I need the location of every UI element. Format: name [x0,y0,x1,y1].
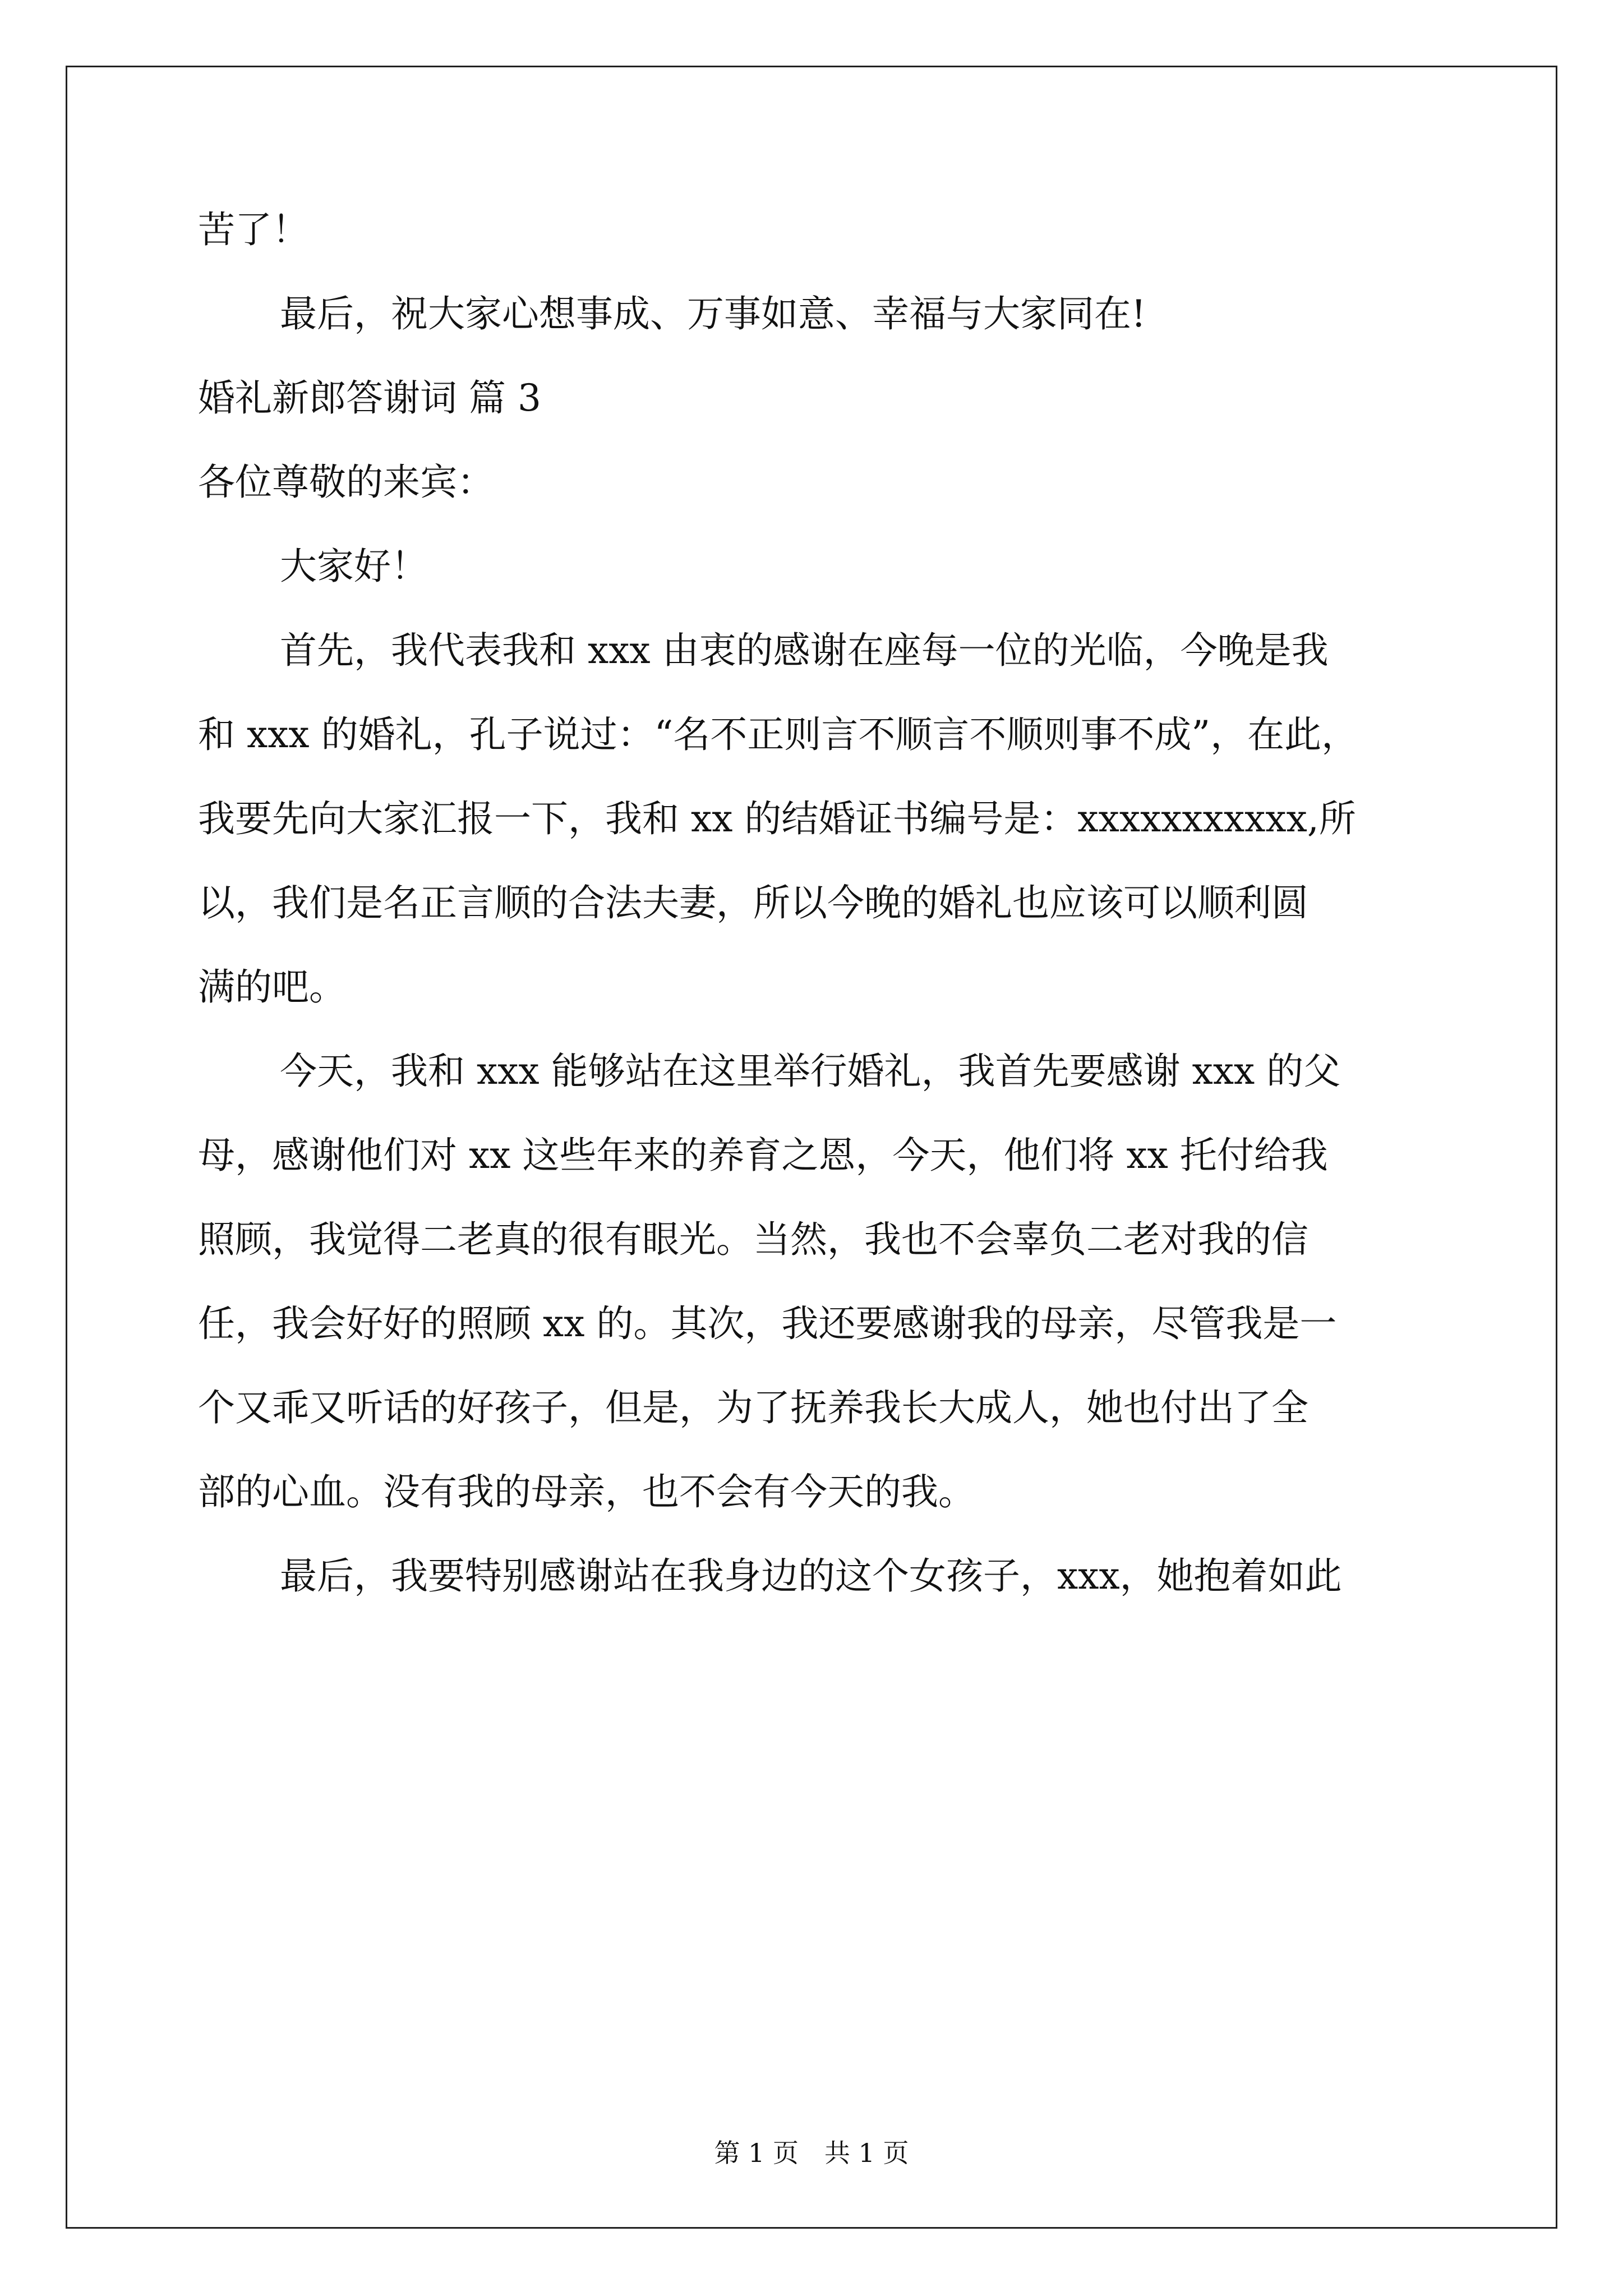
text-line: 满的吧。 [198,965,346,1009]
text-line: 最后，我要特别感谢站在我身边的这个女孩子，xxx，她抱着如此 [280,1554,1342,1598]
greeting: 大家好！ [280,545,428,588]
text-line: 和 xxx 的婚礼，孔子说过：“名不正则言不顺言不顺则事不成”，在此， [198,713,1359,756]
text-line: 任，我会好好的照顾 xx 的。其次，我还要感谢我的母亲，尽管我是一 [198,1302,1337,1345]
section-heading: 婚礼新郎答谢词 篇 3 [198,376,541,420]
text-line: 照顾，我觉得二老真的很有眼光。当然，我也不会辜负二老对我的信 [198,1218,1308,1261]
text-line: 今天，我和 xxx 能够站在这里举行婚礼，我首先要感谢 xxx 的父 [280,1050,1341,1093]
text-line: 首先，我代表我和 xxx 由衷的感谢在座每一位的光临，今晚是我 [280,629,1329,672]
text-line: 苦了！ [198,208,309,251]
text-line: 个又乖又听话的好孩子，但是，为了抚养我长大成人，她也付出了全 [198,1386,1308,1429]
text-line: 最后，祝大家心想事成、万事如意、幸福与大家同在! [280,292,1146,335]
text-line: 以，我们是名正言顺的合法夫妻，所以今晚的婚礼也应该可以顺利圆 [198,881,1308,924]
text-line: 母，感谢他们对 xx 这些年来的养育之恩，今天，他们将 xx 托付给我 [198,1134,1328,1177]
salutation: 各位尊敬的来宾： [198,461,494,504]
text-line: 部的心血。没有我的母亲，也不会有今天的我。 [198,1470,975,1513]
page-footer: 第 1 页 共 1 页 [714,2138,909,2168]
text-line: 我要先向大家汇报一下，我和 xx 的结婚证书编号是：xxxxxxxxxxx,所 [198,797,1356,840]
